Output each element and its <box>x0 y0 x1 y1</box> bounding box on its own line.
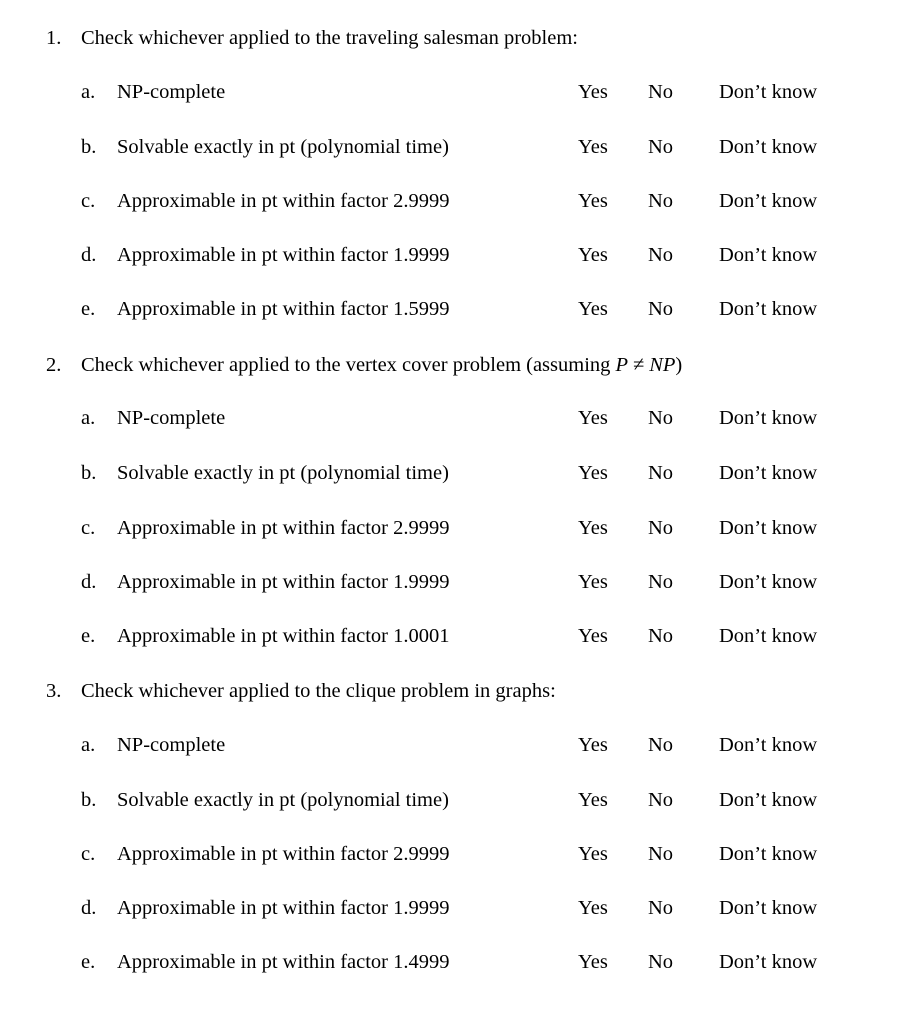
dont-know-option[interactable]: Don’t know <box>719 517 818 539</box>
item-text: Approximable in pt within factor 1.0001 <box>117 625 450 647</box>
no-option[interactable]: No <box>648 81 674 103</box>
no-option[interactable]: No <box>648 136 674 158</box>
question-1-item-d <box>0 240 911 270</box>
item-text: NP-complete <box>117 407 226 429</box>
question-3-item-a <box>0 730 911 760</box>
question-3-item-b <box>0 785 911 815</box>
dont-know-option[interactable]: Don’t know <box>719 244 818 266</box>
yes-option[interactable]: Yes <box>578 81 608 103</box>
item-letter: c. <box>81 190 96 212</box>
dont-know-option[interactable]: Don’t know <box>719 407 818 429</box>
yes-option[interactable]: Yes <box>578 244 608 266</box>
item-text: NP-complete <box>117 81 226 103</box>
dont-know-option[interactable]: Don’t know <box>719 734 818 756</box>
dont-know-option[interactable]: Don’t know <box>719 136 818 158</box>
item-letter: b. <box>81 136 97 158</box>
question-1-item-a <box>0 77 911 107</box>
question-3-header <box>0 676 911 706</box>
dont-know-option[interactable]: Don’t know <box>719 298 818 320</box>
no-option[interactable]: No <box>648 244 674 266</box>
item-letter: c. <box>81 517 96 539</box>
item-text: Solvable exactly in pt (polynomial time) <box>117 136 449 158</box>
question-2-item-a <box>0 403 911 433</box>
item-letter: e. <box>81 625 96 647</box>
item-letter: a. <box>81 407 96 429</box>
item-text: Approximable in pt within factor 1.5999 <box>117 298 450 320</box>
no-option[interactable]: No <box>648 571 674 593</box>
question-2-item-c <box>0 513 911 543</box>
question-number: 2. <box>46 354 62 376</box>
item-text: Solvable exactly in pt (polynomial time) <box>117 789 449 811</box>
item-text: Approximable in pt within factor 1.9999 <box>117 244 450 266</box>
item-letter: a. <box>81 81 96 103</box>
item-text: NP-complete <box>117 734 226 756</box>
item-letter: b. <box>81 789 97 811</box>
no-option[interactable]: No <box>648 517 674 539</box>
question-3-item-d <box>0 893 911 923</box>
question-text: Check whichever applied to the clique problem in graphs: <box>81 680 556 702</box>
item-letter: e. <box>81 951 96 973</box>
item-letter: d. <box>81 897 97 919</box>
no-option[interactable]: No <box>648 462 674 484</box>
question-text-end: ) <box>675 354 683 376</box>
no-option[interactable]: No <box>648 298 674 320</box>
item-letter: b. <box>81 462 97 484</box>
yes-option[interactable]: Yes <box>578 789 608 811</box>
item-text: Approximable in pt within factor 2.9999 <box>117 843 450 865</box>
no-option[interactable]: No <box>648 843 674 865</box>
yes-option[interactable]: Yes <box>578 462 608 484</box>
yes-option[interactable]: Yes <box>578 298 608 320</box>
dont-know-option[interactable]: Don’t know <box>719 81 818 103</box>
yes-option[interactable]: Yes <box>578 190 608 212</box>
question-text-main: Check whichever applied to the vertex cover problem (assuming <box>81 354 616 376</box>
item-text: Approximable in pt within factor 2.9999 <box>117 190 450 212</box>
question-1-item-b <box>0 132 911 162</box>
dont-know-option[interactable]: Don’t know <box>719 897 818 919</box>
question-text <box>81 350 682 380</box>
dont-know-option[interactable]: Don’t know <box>719 625 818 647</box>
question-1-item-e <box>0 294 911 324</box>
item-letter: d. <box>81 244 97 266</box>
no-option[interactable]: No <box>648 407 674 429</box>
item-text: Approximable in pt within factor 1.4999 <box>117 951 450 973</box>
dont-know-option[interactable]: Don’t know <box>719 843 818 865</box>
yes-option[interactable]: Yes <box>578 897 608 919</box>
question-number: 3. <box>46 680 62 702</box>
yes-option[interactable]: Yes <box>578 951 608 973</box>
no-option[interactable]: No <box>648 951 674 973</box>
yes-option[interactable]: Yes <box>578 571 608 593</box>
question-2-item-e <box>0 621 911 651</box>
question-2-item-b <box>0 458 911 488</box>
math-expression: P ≠ NP <box>615 354 676 376</box>
dont-know-option[interactable]: Don’t know <box>719 462 818 484</box>
yes-option[interactable]: Yes <box>578 136 608 158</box>
yes-option[interactable]: Yes <box>578 843 608 865</box>
item-letter: c. <box>81 843 96 865</box>
no-option[interactable]: No <box>648 897 674 919</box>
question-1-item-c <box>0 186 911 216</box>
item-text: Approximable in pt within factor 1.9999 <box>117 897 450 919</box>
item-letter: a. <box>81 734 96 756</box>
yes-option[interactable]: Yes <box>578 625 608 647</box>
item-letter: e. <box>81 298 96 320</box>
no-option[interactable]: No <box>648 734 674 756</box>
dont-know-option[interactable]: Don’t know <box>719 571 818 593</box>
no-option[interactable]: No <box>648 789 674 811</box>
yes-option[interactable]: Yes <box>578 517 608 539</box>
item-text: Solvable exactly in pt (polynomial time) <box>117 462 449 484</box>
dont-know-option[interactable]: Don’t know <box>719 789 818 811</box>
item-text: Approximable in pt within factor 2.9999 <box>117 517 450 539</box>
question-number: 1. <box>46 27 62 49</box>
no-option[interactable]: No <box>648 190 674 212</box>
question-text: Check whichever applied to the traveling salesman problem: <box>81 27 578 49</box>
item-letter: d. <box>81 571 97 593</box>
question-1-header <box>0 23 911 53</box>
dont-know-option[interactable]: Don’t know <box>719 951 818 973</box>
no-option[interactable]: No <box>648 625 674 647</box>
question-3-item-c <box>0 839 911 869</box>
item-text: Approximable in pt within factor 1.9999 <box>117 571 450 593</box>
question-2-item-d <box>0 567 911 597</box>
dont-know-option[interactable]: Don’t know <box>719 190 818 212</box>
yes-option[interactable]: Yes <box>578 407 608 429</box>
question-3-item-e <box>0 947 911 977</box>
yes-option[interactable]: Yes <box>578 734 608 756</box>
question-2-header <box>0 350 911 380</box>
